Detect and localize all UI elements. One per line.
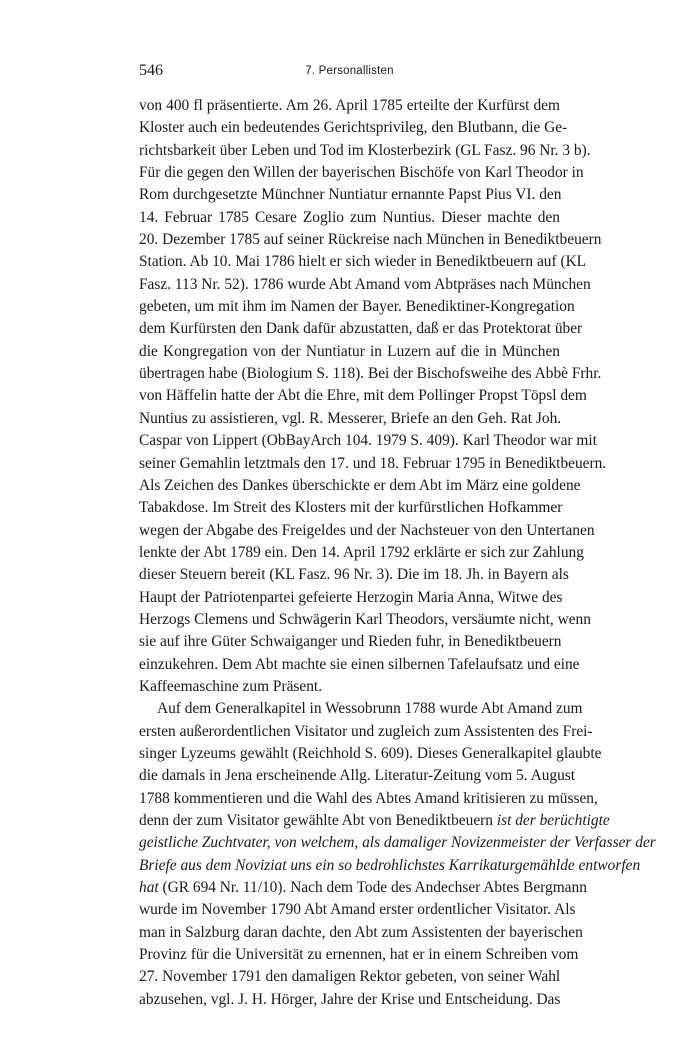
- text-line: von Häffelin hatte der Abt die Ehre, mit dem Pollinger Propst Töpsl dem: [139, 387, 587, 405]
- text-line: wegen der Abgabe des Freigeldes und der Nachsteuer von den Untertanen: [139, 521, 595, 539]
- text-line: Nuntius zu assistieren, vgl. R. Messerer, Briefe an den Geh. Rat Joh.: [139, 409, 562, 427]
- running-title: 7. Personallisten: [305, 65, 394, 77]
- text-line: die Kongregation von der Nuntiatur in Luzern auf die in München: [139, 342, 560, 360]
- text-line: Caspar von Lippert (ObBayArch 104. 1979 S. 409). Karl Theodor war mit: [139, 432, 597, 450]
- text-line: übertragen habe (Biologium S. 118). Bei der Bischofsweihe des Abbè Frhr.: [139, 365, 602, 383]
- text-line: Haupt der Patriotenpartei gefeierte Herzogin Maria Anna, Witwe des: [139, 588, 563, 606]
- text-line: gebeten, um mit ihm im Namen der Bayer. Benediktiner-Kongregation: [139, 298, 575, 316]
- body-text: [139, 95, 656, 1011]
- text-line: abzusehen, vgl. J. H. Hörger, Jahre der Krise und Entscheidung. Das: [139, 990, 561, 1008]
- text-line: 27. November 1791 den damaligen Rektor gebeten, von seiner Wahl: [139, 968, 561, 986]
- running-header: [139, 62, 560, 82]
- text-line: [139, 810, 610, 832]
- paragraph-start-line: Auf dem Generalkapitel in Wessobrunn 1788 wurde Abt Amand zum: [157, 700, 583, 718]
- quoted-italic-text: hat: [139, 879, 159, 897]
- text-line: [139, 877, 587, 899]
- text-line: Tabakdose. Im Streit des Klosters mit der kurfürstlichen Hofkammer: [139, 499, 563, 517]
- text-line: wurde im November 1790 Abt Amand erster ordentlicher Visitator. Als: [139, 901, 576, 919]
- text-line: richtsbarkeit über Leben und Tod im Klosterbezirk (GL Fasz. 96 Nr. 3 b).: [139, 141, 591, 159]
- page-number: 546: [139, 62, 163, 79]
- text-line: Als Zeichen des Dankes überschickte er dem Abt im März eine goldene: [139, 476, 581, 494]
- text-line: Fasz. 113 Nr. 52). 1786 wurde Abt Amand vom Abtpräses nach München: [139, 275, 591, 293]
- text-line: 1788 kommentieren und die Wahl des Abtes Amand kritisieren zu müssen,: [139, 789, 598, 807]
- text-line: Für die gegen den Willen der bayerischen Bischöfe von Karl Theodor in: [139, 164, 584, 182]
- paragraph-end-line: Kaffeemaschine zum Präsent.: [139, 677, 323, 695]
- text-line: die damals in Jena erscheinende Allg. Literatur-Zeitung vom 5. August: [139, 767, 576, 785]
- text-line: ersten außerordentlichen Visitator und zugleich zum Assistenten des Frei-: [139, 722, 593, 740]
- text-line: seiner Gemahlin letztmals den 17. und 18. Februar 1795 in Benediktbeuern.: [139, 454, 607, 472]
- text-line: Herzogs Clemens und Schwägerin Karl Theodors, versäumte nicht, wenn: [139, 610, 591, 628]
- text-line: singer Lyzeums gewählt (Reichhold S. 609). Dieses Generalkapitel glaubte: [139, 744, 602, 762]
- text-line: man in Salzburg daran dachte, den Abt zum Assistenten der bayerischen: [139, 923, 583, 941]
- text-line: 20. Dezember 1785 auf seiner Rückreise nach München in Benediktbeuern: [139, 231, 602, 249]
- text-line: dem Kurfürsten den Dank dafür abzustatten, daß er das Protektorat über: [139, 320, 583, 338]
- text-line: lenkte der Abt 1789 ein. Den 14. April 1792 erklärte er sich zur Zahlung: [139, 543, 584, 561]
- text-line: einzukehren. Dem Abt machte sie einen silbernen Tafelaufsatz und eine: [139, 655, 580, 673]
- quoted-italic-line: geistliche Zuchtvater, von welchem, als damaliger Novizenmeister der Verfasser der: [139, 834, 656, 852]
- text-line: Rom durchgesetzte Münchner Nuntiatur ernannte Papst Pius VI. den: [139, 186, 562, 204]
- quoted-italic-line: Briefe aus dem Noviziat uns ein so bedrohlichstes Karrikaturgemählde entworfen: [139, 856, 641, 874]
- text-run: (GR 694 Nr. 11/10). Nach dem Tode des Andechser Abtes Bergmann: [158, 879, 587, 897]
- quoted-italic-text: ist der berüchtigte: [496, 812, 610, 829]
- text-line: Provinz für die Universität zu ernennen, hat er in einem Schreiben vom: [139, 946, 579, 964]
- text-line: Station. Ab 10. Mai 1786 hielt er sich wieder in Benediktbeuern auf (KL: [139, 253, 587, 271]
- text-line: dieser Steuern bereit (KL Fasz. 96 Nr. 3). Die im 18. Jh. in Bayern als: [139, 566, 569, 584]
- text-line: Kloster auch ein bedeutendes Gerichtsprivileg, den Blutbann, die Ge-: [139, 119, 568, 137]
- text-line: 14. Februar 1785 Cesare Zoglio zum Nuntius. Dieser machte den: [139, 208, 560, 226]
- text-run: denn der zum Visitator gewählte Abt von Benediktbeuern: [139, 812, 493, 829]
- text-line: sie auf ihre Güter Schwaiganger und Rieden fuhr, in Benediktbeuern: [139, 633, 562, 651]
- text-line: von 400 fl präsentierte. Am 26. April 1785 erteilte der Kurfürst dem: [139, 97, 560, 114]
